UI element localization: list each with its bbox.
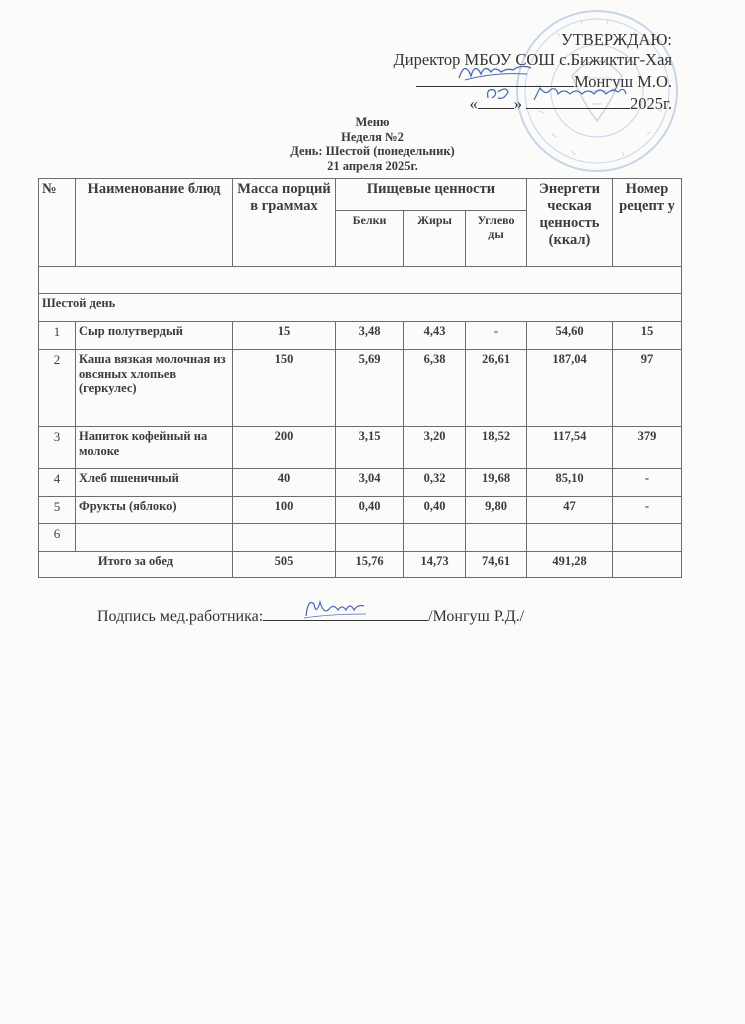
approval-heading: УТВЕРЖДАЮ: [561,30,672,49]
header-protein: Белки [336,211,404,267]
header-name: Наименование блюд [76,179,233,267]
row-fat: 0,40 [404,497,466,524]
day-row [39,294,682,322]
row-fat: 6,38 [404,350,466,427]
row-num: 1 [39,322,76,350]
total-recipe [613,552,682,578]
row-protein: 0,40 [336,497,404,524]
row-carbs: - [466,322,527,350]
row-energy: 47 [527,497,613,524]
row-mass: 200 [233,427,336,469]
date-label: 21 апреля 2025г. [327,158,418,173]
row-carbs: 26,61 [466,350,527,427]
total-mass: 505 [233,552,336,578]
row-num: 2 [39,350,76,427]
footer-name: /Монгуш Р.Д./ [428,608,525,625]
header-mass: Массa порций в граммах [233,179,336,267]
date-open-quote: « [469,94,478,113]
row-name: Каша вязкая молочная из овсяных хлопьев (геркулес) [76,350,233,427]
row-carbs: 9,80 [466,497,527,524]
row-name: Напиток кофейный на молоке [76,427,233,469]
table-row [39,322,682,350]
row-protein: 3,15 [336,427,404,469]
row-protein: 3,04 [336,469,404,497]
total-row [39,552,682,578]
row-name: Хлеб пшеничный [76,469,233,497]
medical-signature-icon [300,594,370,624]
row-energy [527,524,613,552]
approval-name: Монгуш М.О. [573,72,672,91]
table-row [39,350,682,427]
week-label: Неделя №2 [341,129,404,144]
menu-title: Меню [355,115,390,129]
row-fat: 4,43 [404,322,466,350]
row-num: 4 [39,469,76,497]
row-mass: 150 [233,350,336,427]
table-row [39,469,682,497]
blank-row [39,267,682,294]
row-energy: 85,10 [527,469,613,497]
table-row [39,427,682,469]
header-recipe: Номер рецепт у [613,179,682,267]
row-recipe: - [613,497,682,524]
row-recipe: 15 [613,322,682,350]
approval-position: Директор МБОУ СОШ с.Бижиктиг-Хая [393,50,672,69]
header-energy: Энергети ческая ценность (ккал) [527,179,613,267]
row-fat: 0,32 [404,469,466,497]
row-energy: 117,54 [527,427,613,469]
row-num: 5 [39,497,76,524]
menu-table [38,178,682,578]
row-recipe: - [613,469,682,497]
header-nutrition: Пищевые ценности [336,179,527,211]
row-num: 3 [39,427,76,469]
row-recipe [613,524,682,552]
row-num: 6 [39,524,76,552]
row-name: Сыр полутвердый [76,322,233,350]
row-recipe: 379 [613,427,682,469]
row-protein [336,524,404,552]
row-energy: 187,04 [527,350,613,427]
row-mass: 100 [233,497,336,524]
row-fat: 3,20 [404,427,466,469]
header-num: № [39,179,76,267]
handwritten-month-icon [530,82,630,102]
day-cell: Шестой день [39,294,682,322]
header-carbs: Углево ды [466,211,527,267]
director-signature-icon [455,58,535,82]
row-fat [404,524,466,552]
menu-rows [39,322,682,552]
row-protein: 3,48 [336,322,404,350]
total-carbs: 74,61 [466,552,527,578]
date-close-quote: » [513,94,522,113]
row-name: Фрукты (яблоко) [76,497,233,524]
table-row [39,497,682,524]
row-protein: 5,69 [336,350,404,427]
row-mass: 15 [233,322,336,350]
table-row [39,524,682,552]
handwritten-day-icon [482,82,518,102]
total-energy: 491,28 [527,552,613,578]
day-label: День: Шестой (понедельник) [290,144,455,158]
row-mass [233,524,336,552]
row-carbs: 19,68 [466,469,527,497]
footer-label: Подпись мед.работника: [97,608,264,625]
row-carbs [466,524,527,552]
row-recipe: 97 [613,350,682,427]
approval-year: 2025г. [629,94,672,113]
row-mass: 40 [233,469,336,497]
total-fat: 14,73 [404,552,466,578]
header-fat: Жиры [404,211,466,267]
row-energy: 54,60 [527,322,613,350]
header-row [39,179,682,211]
blank-cell [39,267,682,294]
total-label: Итого за обед [39,552,233,578]
total-protein: 15,76 [336,552,404,578]
row-name [76,524,233,552]
row-carbs: 18,52 [466,427,527,469]
